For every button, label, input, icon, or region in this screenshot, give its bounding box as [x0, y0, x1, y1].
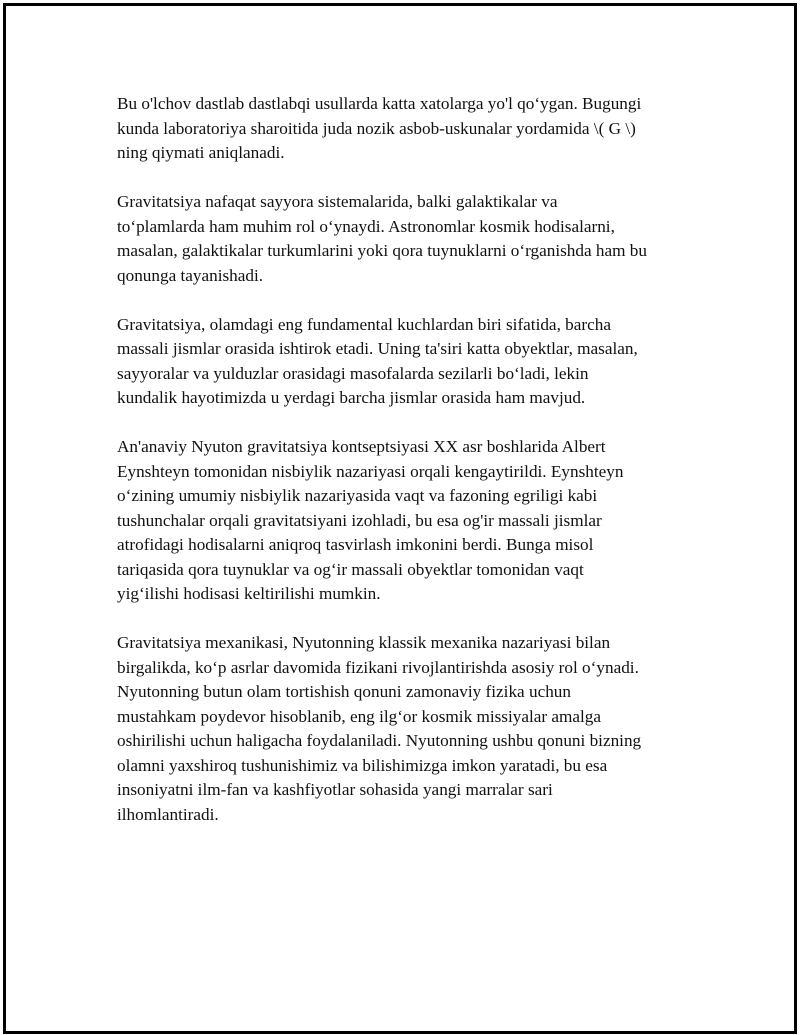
paragraph-1: [117, 92, 697, 166]
text-line: mustahkam poydevor hisoblanib, eng ilg‘or kosmik missiyalar amalga: [117, 706, 602, 726]
text-line: kunda laboratoriya sharoitida juda nozik asbob-uskunalar yordamida \( G \): [117, 118, 636, 138]
paragraph-2: [117, 190, 697, 288]
text-line: Gravitatsiya mexanikasi, Nyutonning klassik mexanika nazariyasi bilan: [117, 633, 611, 652]
paragraph-3: [117, 313, 697, 411]
text-line: Gravitatsiya nafaqat sayyora sistemalarida, balki galaktikalar va: [117, 192, 558, 211]
text-line: olamni yaxshiroq tushunishimiz va bilishimizga imkon yaratadi, bu esa: [117, 755, 608, 775]
text-line: birgalikda, ko‘p asrlar davomida fizikani rivojlantirishda asosiy rol o‘ynadi.: [117, 657, 639, 677]
text-line: kundalik hayotimizda u yerdagi barcha jismlar orasida ham mavjud.: [117, 388, 586, 407]
text-line: insoniyatni ilm-fan va kashfiyotlar sohasida yangi marralar sari: [117, 780, 553, 799]
paragraph-5: [117, 631, 697, 827]
text-line: oshirilishi uchun haligacha foydalaniladi. Nyutonning ushbu qonuni bizning: [117, 731, 642, 750]
text-line: Bu o'lchov dastlab dastlabqi usullarda katta xatolarga yo'l qo‘ygan. Bugungi: [117, 94, 642, 113]
text-line: massali jismlar orasida ishtirok etadi. Uning ta'siri katta obyektlar, masalan,: [117, 339, 638, 358]
text-line: An'anaviy Nyuton gravitatsiya kontseptsiyasi XX asr boshlarida Albert: [117, 437, 606, 456]
text-line: tariqasida qora tuynuklar va og‘ir massali obyektlar tomonidan vaqt: [117, 559, 584, 579]
document-body: [117, 92, 697, 852]
text-line: Nyutonning butun olam tortishish qonuni zamonaviy fizika uchun: [117, 682, 571, 701]
text-line: to‘plamlarda ham muhim rol o‘ynaydi. Astronomlar kosmik hodisalarni,: [117, 216, 615, 236]
text-line: Eynshteyn tomonidan nisbiylik nazariyasi orqali kengaytirildi. Eynshteyn: [117, 461, 624, 481]
paragraph-4: [117, 435, 697, 607]
text-line: atrofidagi hodisalarni aniqroq tasvirlash imkonini berdi. Bunga misol: [117, 535, 594, 554]
text-line: qonunga tayanishadi.: [117, 265, 264, 285]
text-line: tushunchalar orqali gravitatsiyani izohladi, bu esa og'ir massali jismlar: [117, 510, 602, 530]
text-line: Gravitatsiya, olamdagi eng fundamental kuchlardan biri sifatida, barcha: [117, 314, 611, 334]
text-line: yig‘ilishi hodisasi keltirilishi mumkin.: [117, 584, 381, 603]
text-line: masalan, galaktikalar turkumlarini yoki qora tuynuklarni o‘rganishda ham bu: [117, 241, 647, 260]
text-line: sayyoralar va yulduzlar orasidagi masofalarda sezilarli bo‘ladi, lekin: [117, 363, 589, 383]
text-line: o‘zining umumiy nisbiylik nazariyasida vaqt va fazoning egriligi kabi: [117, 486, 598, 505]
text-line: ning qiymati aniqlanadi.: [117, 143, 285, 162]
text-line: ilhomlantiradi.: [117, 804, 219, 824]
